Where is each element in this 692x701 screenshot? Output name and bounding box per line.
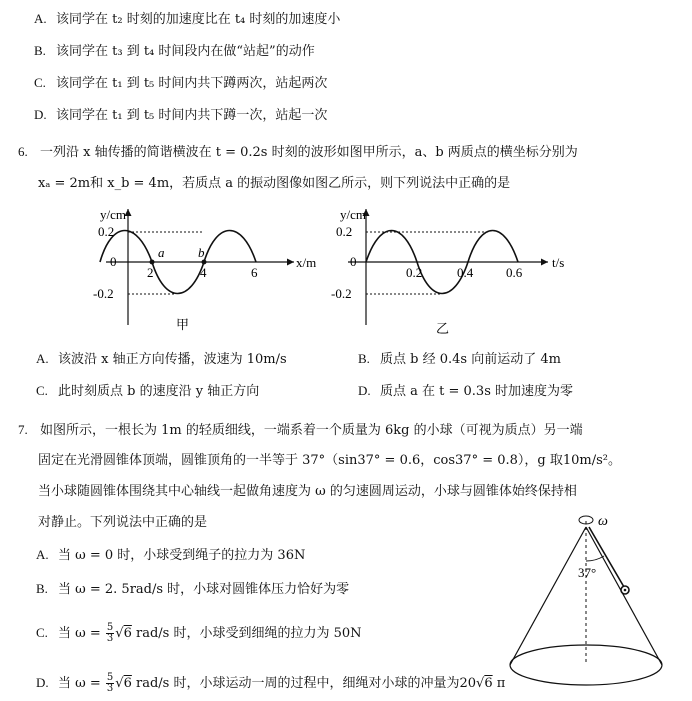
svg-text:0: 0 <box>350 254 357 269</box>
svg-text:4: 4 <box>200 265 207 280</box>
svg-text:-0.2: -0.2 <box>93 286 114 301</box>
q6-stem-line2: xₐ = 2m和 x_b = 4m，若质点 a 的振动图像如图乙所示，则下列说法中正确的是 <box>38 176 511 191</box>
svg-text:0: 0 <box>110 254 117 269</box>
fraction: $\frac{5}{3}$ <box>106 672 114 694</box>
q6-option-a: A. 该波沿 x 轴正方向传播，波速为 10m/s <box>36 351 287 367</box>
fig1-caption: 甲 <box>176 318 190 333</box>
svg-text:0.2: 0.2 <box>406 265 423 280</box>
point-b-label: b <box>198 245 205 260</box>
fig2-caption: 乙 <box>436 322 450 337</box>
q6-option-c: C. 此时刻质点 b 的速度沿 y 轴正方向 <box>36 383 260 399</box>
fig1-ylabel: y/cm <box>100 207 126 222</box>
q7-option-b: B. 当 ω = 2. 5rad/s 时，小球对圆锥体压力恰好为零 <box>36 581 350 597</box>
q7-option-a: A. 当 ω = 0 时，小球受到绳子的拉力为 36N <box>36 547 306 563</box>
q7-stem-line3: 当小球随圆锥体围绕其中心轴线一起做角速度为 ω 的匀速圆周运动，小球与圆锥体始终保持相 <box>38 484 577 499</box>
angle-label: 37° <box>578 565 597 580</box>
fraction: $\frac{5}{3}$ <box>106 622 114 644</box>
svg-text:0.4: 0.4 <box>457 265 474 280</box>
wave-figure-jia <box>76 205 336 335</box>
svg-text:-0.2: -0.2 <box>331 286 352 301</box>
q7-option-d: D. 当 ω = $\frac{5}{3}$ √6 rad/s 时，小球运动一周的过程中，细绳对小球的冲量为20√6 π <box>36 672 506 694</box>
q6-stem-line1: 6. 一列沿 x 轴传播的简谐横波在 t = 0.2s 时刻的波形如图甲所示，a、b 两质点的横坐标分别为 <box>18 144 578 160</box>
svg-text:0.2: 0.2 <box>98 224 115 239</box>
vibration-figure-yi <box>328 205 588 340</box>
fig2-xlabel: t/s <box>552 255 565 270</box>
omega-label: ω <box>598 514 608 529</box>
q6-option-b: B. 质点 b 经 0.4s 向前运动了 4m <box>358 351 561 367</box>
q7-stem-line1: 7. 如图所示，一根长为 1m 的轻质细线，一端系着一个质量为 6kg 的小球（可视为质点）另一端 <box>18 422 583 438</box>
q7-option-c: C. 当 ω = $\frac{5}{3}$ √6 rad/s 时，小球受到细绳的拉力为 50N <box>36 622 362 644</box>
q7-stem-line4: 对静止。下列说法中正确的是 <box>38 515 208 530</box>
q5-option-c: C. 该同学在 t₁ 到 t₅ 时间内共下蹲两次，站起两次 <box>34 75 328 91</box>
svg-text:6: 6 <box>251 265 258 280</box>
fig2-ylabel: y/cm <box>340 207 366 222</box>
q6-option-d: D. 质点 a 在 t = 0.3s 时加速度为零 <box>358 383 574 399</box>
q5-option-a: A. 该同学在 t₂ 时刻的加速度比在 t₄ 时刻的加速度小 <box>34 11 341 27</box>
q7-stem-line2: 固定在光滑圆锥体顶端，圆锥顶角的一半等于 37°（sin37° = 0.6，cos37° = 0.8），g 取10m/s²。 <box>38 453 621 468</box>
svg-text:0.6: 0.6 <box>506 265 523 280</box>
q5-option-b: B. 该同学在 t₃ 到 t₄ 时间段内在做“站起”的动作 <box>34 43 315 59</box>
svg-text:2: 2 <box>147 265 154 280</box>
cone-figure <box>498 505 668 695</box>
svg-text:0.2: 0.2 <box>336 224 353 239</box>
q5-option-d: D. 该同学在 t₁ 到 t₅ 时间内共下蹲一次，站起一次 <box>34 107 328 123</box>
point-a-label: a <box>158 245 165 260</box>
fig1-xlabel: x/m <box>296 255 317 270</box>
